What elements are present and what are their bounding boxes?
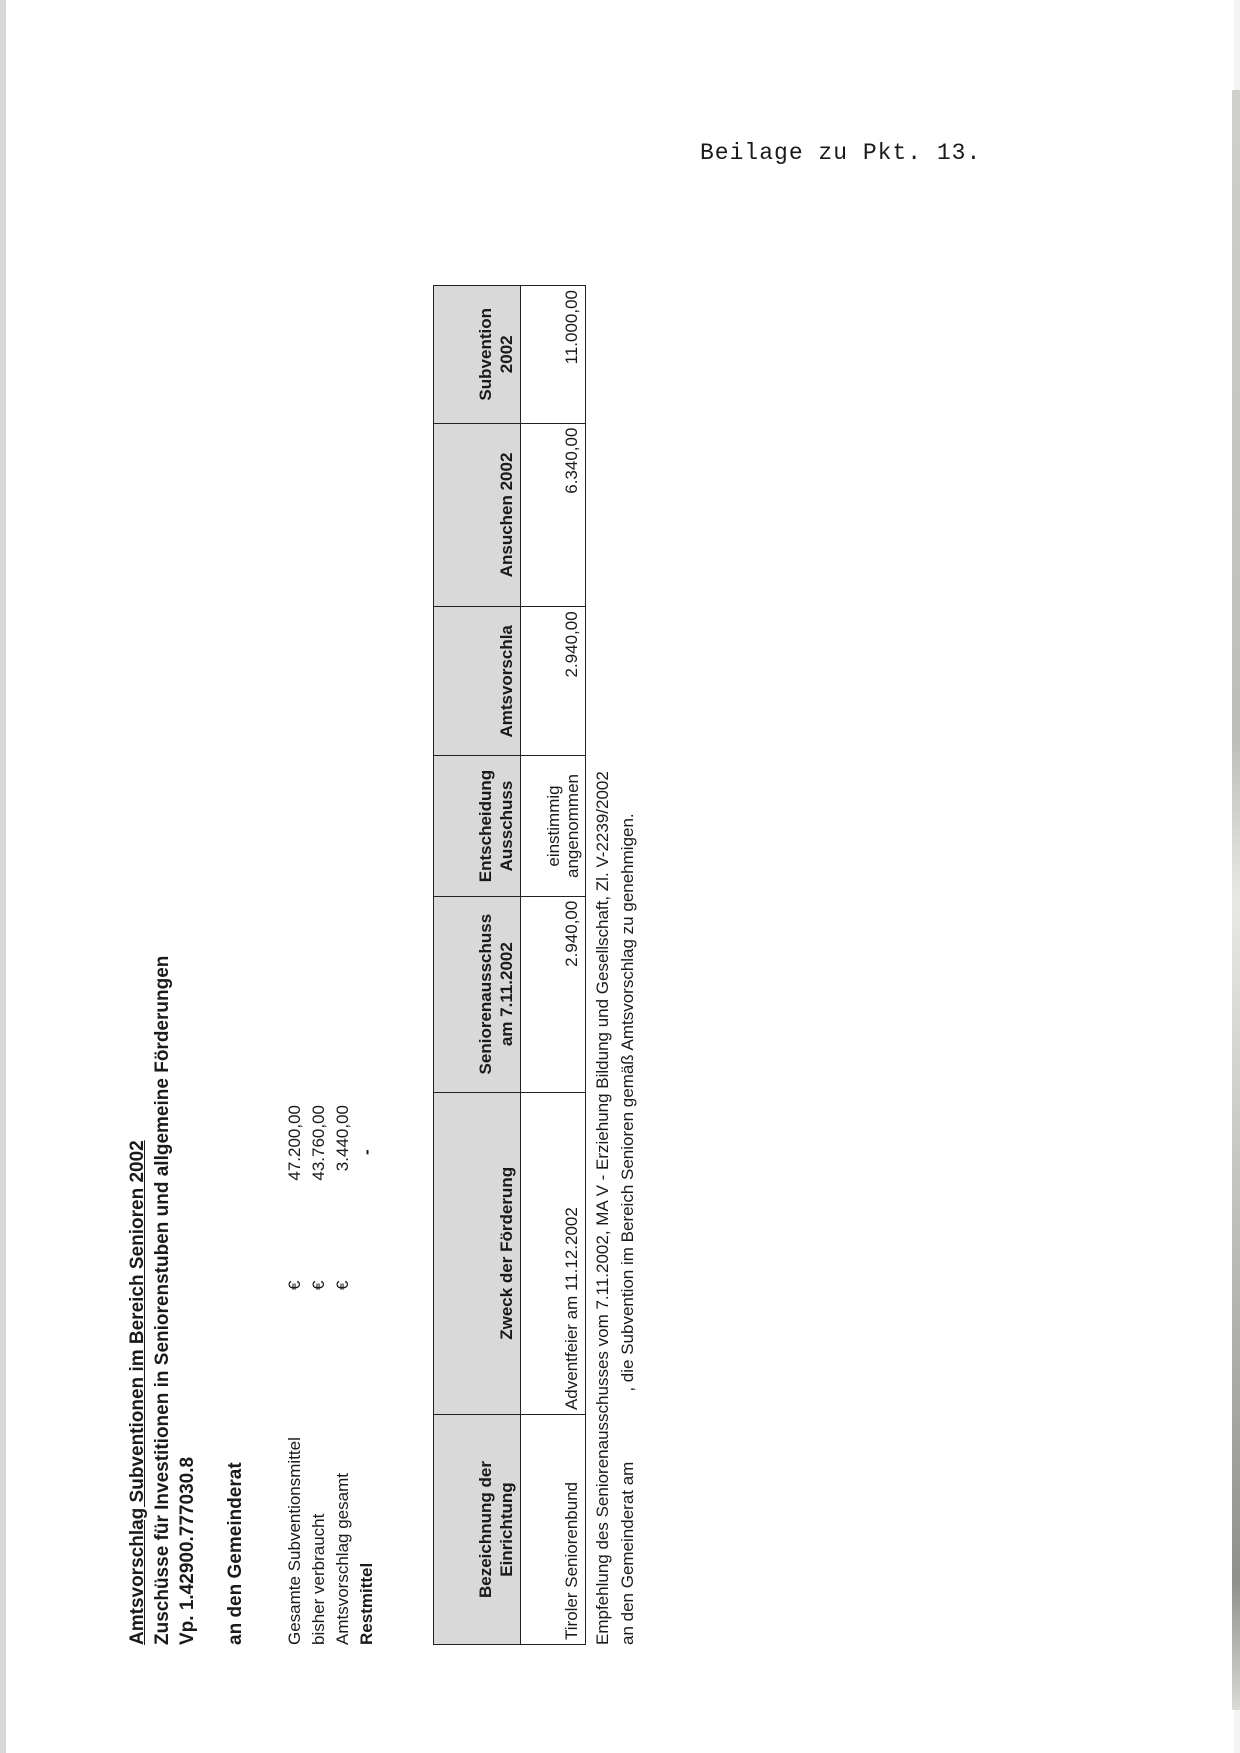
header-zweck: Zweck der Förderung [434, 1092, 521, 1414]
document-subtitle: Zuschüsse für Investitionen in Seniorenstuben und allgemeine Förderungen [152, 955, 173, 1645]
header-amtsvorschlag: Amtsvorschla [434, 607, 521, 756]
cell-subvention: 11.000,00 [521, 286, 586, 424]
table-header-row [434, 286, 521, 1645]
summary-value: 43.760,00 [309, 1105, 328, 1181]
summary-label: Amtsvorschlag gesamt [333, 1473, 352, 1645]
title-block [125, 956, 200, 1645]
scan-right-edge [1232, 90, 1240, 1710]
subsidy-table [433, 285, 586, 1645]
table-row [521, 286, 586, 1645]
summary-label: Gesamte Subventionsmittel [285, 1437, 304, 1645]
recommendation-line [615, 771, 640, 1645]
cell-ansuchen: 6.340,00 [521, 423, 586, 607]
addressee: an den Gemeinderat [225, 1462, 246, 1645]
summary-row [355, 1085, 379, 1645]
header-entscheidung: Entscheidung Ausschuss [434, 756, 521, 896]
cell-amtsvorschlag: 2.940,00 [521, 607, 586, 756]
recommendation-text: , die Subvention im Bereich Senioren gemäß Amtsvorschlag zu genehmigen. [618, 813, 637, 1392]
summary-row [307, 1085, 331, 1645]
document-title: Amtsvorschlag Subventionen im Bereich Senioren 2002 [127, 1140, 148, 1645]
recommendation-line: Empfehlung des Seniorenausschusses vom 7.11.2002, MA V - Erziehung Bildung und Gesellschaft, Zl. V-2239/2002 [593, 771, 612, 1645]
summary-value: - [357, 1149, 376, 1155]
currency-symbol: € [333, 1280, 352, 1290]
header-ansuchen: Ansuchen 2002 [434, 423, 521, 607]
summary-value: 3.440,00 [333, 1105, 352, 1172]
summary-row [283, 1085, 307, 1645]
currency-symbol: € [285, 1280, 304, 1290]
recommendation-text: an den Gemeinderat am [618, 1461, 637, 1645]
header-subvention: Subvention 2002 [434, 286, 521, 424]
recommendation [590, 771, 640, 1645]
funds-summary [283, 1085, 379, 1645]
header-seniorenausschuss: Seniorenausschuss am 7.11.2002 [434, 896, 521, 1092]
cell-seniorenausschuss: 2.940,00 [521, 896, 586, 1092]
currency-symbol: € [309, 1280, 328, 1290]
summary-label: Restmittel [357, 1562, 376, 1645]
cell-entscheidung: einstimmig angenommen [521, 756, 586, 896]
cell-zweck: Adventfeier am 11.12.2002 [521, 1092, 586, 1414]
rotated-content [125, 215, 685, 1645]
summary-row [331, 1085, 355, 1645]
cell-einrichtung: Tiroler Seniorenbund [521, 1415, 586, 1645]
budget-item-number: Vp. 1.42900.777030.8 [177, 1456, 198, 1645]
attachment-note: Beilage zu Pkt. 13. [700, 140, 982, 166]
summary-value: 47.200,00 [285, 1105, 304, 1181]
header-einrichtung: Bezeichnung der Einrichtung [434, 1415, 521, 1645]
summary-label: bisher verbraucht [309, 1513, 328, 1645]
